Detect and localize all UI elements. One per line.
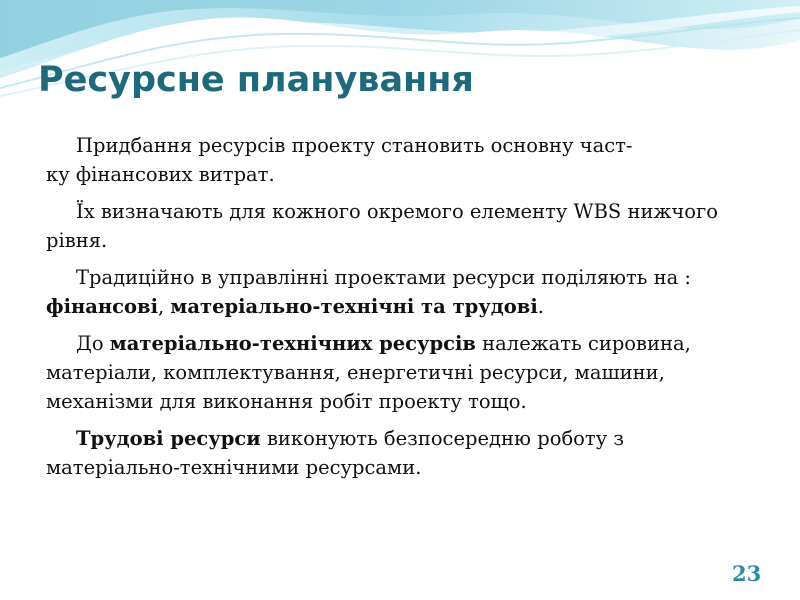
page-number: 23 xyxy=(732,561,762,586)
paragraph-2 xyxy=(46,197,758,255)
paragraph-4-pre: До xyxy=(76,332,110,355)
paragraph-1 xyxy=(46,131,758,189)
slide-title: Ресурсне планування xyxy=(38,60,474,100)
paragraph-3-post: . xyxy=(537,295,544,318)
paragraph-4-bold: матеріально-технічних ресурсів xyxy=(109,332,476,355)
paragraph-4 xyxy=(46,329,758,416)
paragraph-3-bold-material-labor: матеріально-технічні та трудові xyxy=(170,295,538,318)
paragraph-1-line-2: ку фінансових витрат. xyxy=(46,163,275,186)
paragraph-3 xyxy=(46,263,758,321)
paragraph-4-post: належать сировина, матеріали, комплектування, енергетичні ресурси, машини, механізми для виконання робіт проекту тощо. xyxy=(46,332,691,413)
slide-body xyxy=(46,131,758,490)
paragraph-5-post: виконують безпосередню роботу з матеріально-технічними ресурсами. xyxy=(46,427,625,479)
paragraph-2-text: Їх визначають для кожного окремого елементу WBS нижчого рівня. xyxy=(46,200,718,252)
paragraph-3-pre: Традиційно в управлінні проектами ресурси поділяють на : xyxy=(76,266,691,289)
paragraph-5-bold: Трудові ресурси xyxy=(76,427,261,450)
paragraph-3-mid: , xyxy=(158,295,171,318)
paragraph-3-bold-financial: фінансові xyxy=(46,295,159,318)
paragraph-1-line-1: Придбання ресурсів проекту становить основну част- xyxy=(76,134,633,157)
paragraph-5 xyxy=(46,424,758,482)
